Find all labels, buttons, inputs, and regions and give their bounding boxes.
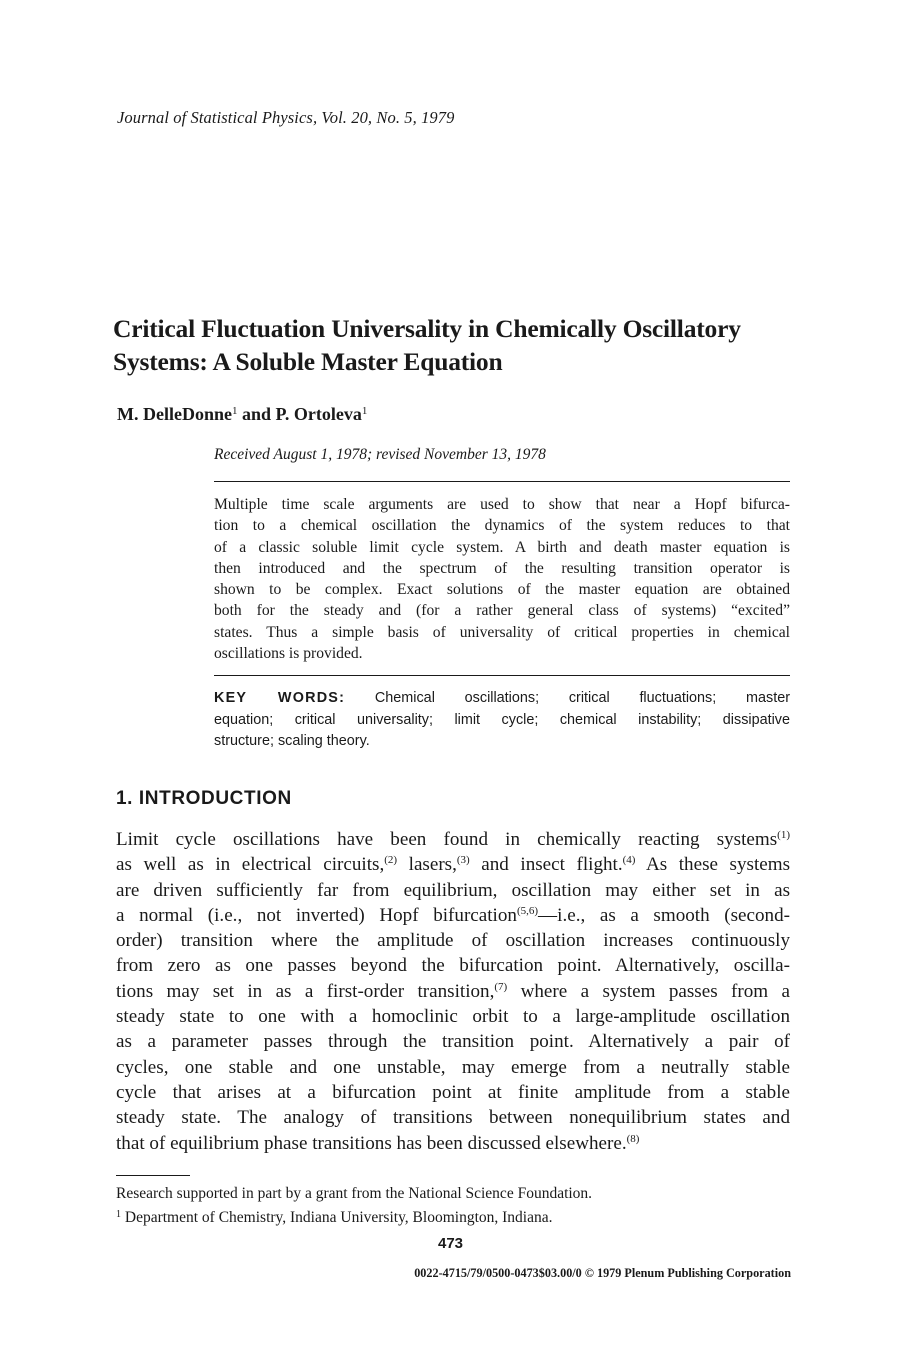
title-line-1: Critical Fluctuation Universality in Chemically Oscillatory xyxy=(113,314,741,343)
abstract-line: oscillations is provided. xyxy=(214,645,363,663)
citation-ref: (1) xyxy=(777,829,790,841)
author-2: P. Ortoleva xyxy=(275,404,362,424)
abstract-top-rule xyxy=(214,481,790,482)
text-run: that of equilibrium phase transitions has been discussed elsewhere. xyxy=(116,1132,627,1154)
author-2-affiliation-mark: 1 xyxy=(361,405,368,417)
footnote-support: Research supported in part by a grant from the National Science Foundation. xyxy=(116,1185,593,1202)
title-line-2: Systems: A Soluble Master Equation xyxy=(113,347,503,376)
paragraph-line xyxy=(116,979,790,1004)
paragraph-line: cycle that arises at a bifurcation point at finite amplitude from a stable xyxy=(116,1081,790,1103)
paragraph-line xyxy=(116,1131,790,1156)
journal-citation: Journal of Statistical Physics, Vol. 20, No. 5, 1979 xyxy=(117,108,455,127)
keywords-line-2: equation; critical universality; limit cycle; chemical instability; dissipative xyxy=(214,711,790,728)
citation-ref: (8) xyxy=(626,1132,640,1145)
footnotes xyxy=(116,1183,592,1228)
keywords-line-3: structure; scaling theory. xyxy=(214,733,370,749)
paragraph-line: cycles, one stable and one unstable, may emerge from a neutrally stable xyxy=(116,1056,790,1078)
abstract-line: shown to be complex. Exact solutions of the master equation are obtained xyxy=(214,581,790,599)
text-run: where a system passes from a xyxy=(507,980,790,1002)
abstract xyxy=(214,494,790,664)
text-run: —i.e., as a smooth (second- xyxy=(538,904,790,926)
abstract-line: then introduced and the spectrum of the resulting transition operator is xyxy=(214,559,790,577)
text-run: As these systems xyxy=(635,854,791,876)
paragraph-line: are driven sufficiently far from equilibrium, oscillation may either set in as xyxy=(116,879,790,901)
footnote-mark: 1 xyxy=(116,1209,121,1220)
paragraph-line: steady state to one with a homoclinic orbit to a large-amplitude oscillation xyxy=(116,1006,790,1028)
introduction-paragraph xyxy=(116,827,790,1156)
paragraph-line xyxy=(116,852,790,877)
paper-title xyxy=(113,312,813,378)
footnote-rule xyxy=(116,1175,190,1176)
copyright-line: 0022-4715/79/0500-0473$03.00/0 © 1979 Plenum Publishing Corporation xyxy=(414,1266,791,1280)
received-dates: Received August 1, 1978; revised November 13, 1978 xyxy=(214,446,546,463)
paragraph-line: as a parameter passes through the transition point. Alternatively a pair of xyxy=(116,1031,790,1053)
abstract-line: tion to a chemical oscillation the dynamics of the system reduces to that xyxy=(214,517,790,535)
citation-ref: (7) xyxy=(494,980,508,993)
paragraph-line: steady state. The analogy of transitions between nonequilibrium states and xyxy=(116,1107,790,1129)
author-1-affiliation-mark: 1 xyxy=(231,405,238,417)
text-run: and insect flight. xyxy=(469,854,623,876)
paragraph-line xyxy=(116,903,790,928)
paragraph-line: from zero as one passes beyond the bifurcation point. Alternatively, oscilla- xyxy=(116,955,790,977)
abstract-line: states. Thus a simple basis of universality of critical properties in chemical xyxy=(214,623,790,641)
author-1: M. DelleDonne xyxy=(117,404,232,424)
text-run: as well as in electrical circuits, xyxy=(116,854,385,876)
keywords-block xyxy=(214,688,790,753)
affiliation-text: Department of Chemistry, Indiana University, Bloomington, Indiana. xyxy=(121,1209,553,1226)
text-run: tions may set in as a first-order transition, xyxy=(116,980,495,1002)
text-run: lasers, xyxy=(397,854,457,876)
keywords-label: KEY WORDS: xyxy=(214,690,346,706)
abstract-bottom-rule xyxy=(214,675,790,676)
text-run: Limit cycle oscillations have been found in chemically reacting systems xyxy=(116,829,778,850)
citation-ref: (3) xyxy=(456,854,470,867)
paragraph-line xyxy=(116,827,790,852)
text-run: a normal (i.e., not inverted) Hopf bifurcation xyxy=(116,904,517,926)
paragraph-line: order) transition where the amplitude of oscillation increases continuously xyxy=(116,930,790,952)
abstract-line: both for the steady and (for a rather general class of systems) “excited” xyxy=(214,602,790,620)
citation-ref: (5,6) xyxy=(516,904,539,917)
keywords-text-1: Chemical oscillations; critical fluctuations; master xyxy=(374,690,791,706)
abstract-line: Multiple time scale arguments are used to show that near a Hopf bifurca- xyxy=(214,496,790,513)
author-list xyxy=(117,404,367,425)
page-number: 473 xyxy=(437,1235,464,1252)
keywords-line-1 xyxy=(214,688,790,710)
citation-ref: (2) xyxy=(384,854,398,867)
section-heading: 1. INTRODUCTION xyxy=(116,788,292,809)
footnote-affiliation xyxy=(116,1204,592,1228)
abstract-line: of a classic soluble limit cycle system. A birth and death master equation is xyxy=(214,538,790,556)
author-conjunction: and xyxy=(237,404,276,424)
citation-ref: (4) xyxy=(622,854,636,867)
